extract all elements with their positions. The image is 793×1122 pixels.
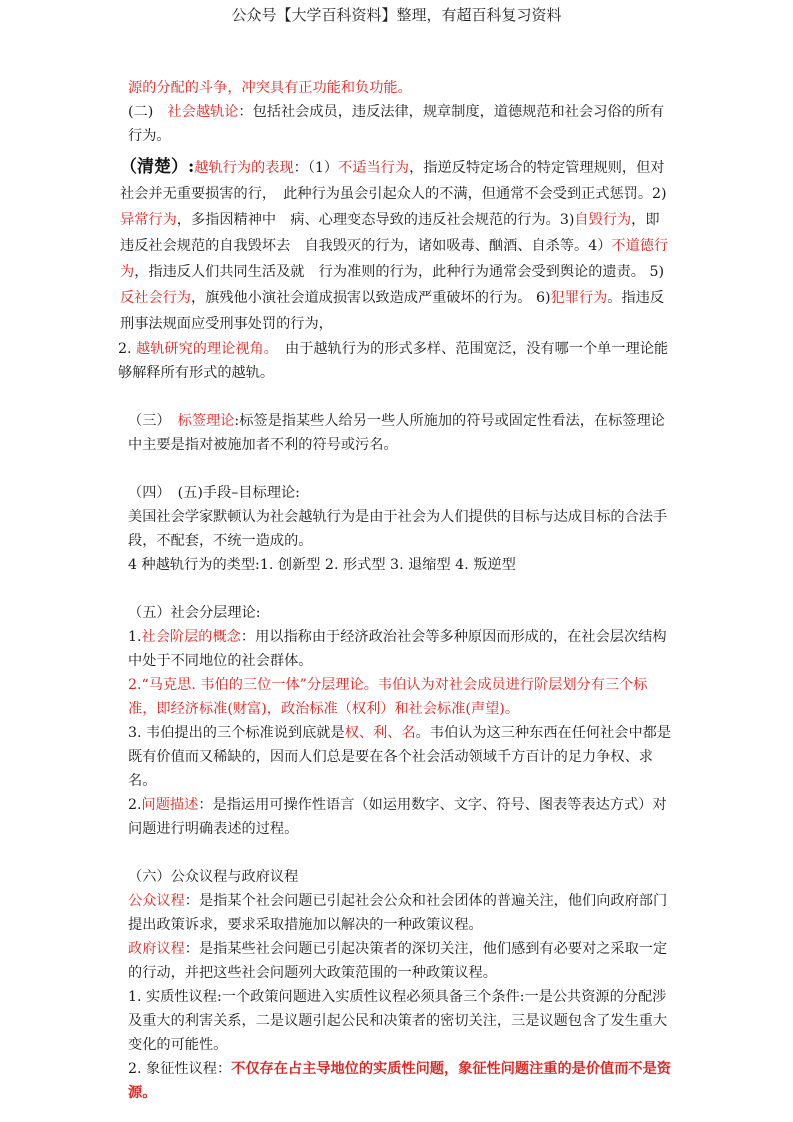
term-theoretical-perspective: 越轨研究的理论视角。 <box>136 341 271 357</box>
definition-text: ：包括社会成员，违反法律，规章制度，道德规范和社会习俗的所有行为。 <box>128 104 665 144</box>
paragraph-public-agenda <box>128 889 673 937</box>
heading-stratification-theory: （五）社会分层理论: <box>128 605 261 621</box>
text-fragment: ，指违反人们共同生活及就 行为准则的行为，此种行为通常会受到舆论的遗责。 5) <box>134 264 665 280</box>
text-fragment: ，即违反社会规范的自我毁坏去 自我毁灭的行为，诸如吸毒、酗酒、自杀等。4） <box>120 212 660 254</box>
section-number: (二) <box>128 104 168 120</box>
page-header: 公众号【大学百科资料】整理，有超百科复习资料 <box>231 6 562 24</box>
term-improper-behavior: 不适当行为 <box>338 160 410 176</box>
paragraph-deviance-types <box>120 154 673 337</box>
term-government-agenda: 政府议程 <box>128 941 185 957</box>
paragraph-social-class-concept <box>128 625 673 673</box>
heading-means-ends-theory: （四） (五)手段–目标理论: <box>128 485 300 501</box>
term-public-agenda: 公众议程 <box>128 893 185 909</box>
paragraph-symbolic-agenda <box>128 1057 673 1105</box>
paragraph-conflict-function: 源的分配的斗争，冲突具有正功能和负功能。 <box>128 80 412 96</box>
term-abnormal-behavior: 异常行为 <box>120 212 177 228</box>
paragraph-substantive-agenda: 1. 实质性议程:一个政策问题进入实质性议程必须具备三个条件:一是公共资源的分配涉及重大的利害关系，二是议题引起公民和决策者的密切关注，三是议题包含了发生重大变化的可能性。 <box>128 989 668 1053</box>
text-fragment: 。指违反刑事法规面应受刑事处罚的行为， <box>120 290 665 332</box>
paragraph-merton: 美国社会学家默顿认为社会越轨行为是由于社会为人们提供的目标与达成目标的合法手段，不配套，不统一造成的。 <box>128 509 668 549</box>
paragraph-labeling-theory <box>128 409 673 457</box>
term-antisocial-behavior: 反社会行为 <box>120 290 191 306</box>
term-social-class: 社会阶层的概念 <box>141 629 241 645</box>
text-fragment: 3. 韦伯提出的三个标准说到底就是 <box>128 725 345 741</box>
list-number: 2. <box>118 341 137 357</box>
text-fragment: :标签是指某些人给另一些人所施加的符号或固定性看法，在标签理论中主要是指对被施加者不利的符号或污名。 <box>128 413 665 453</box>
text-fragment: 由于越轨行为的形式多样、范围宽泛，没有哪一个单一理论能够解释所有形式的越轨。 <box>118 341 669 381</box>
text-fragment: 。韦伯认为这三种东西在任何社会中都是既有价值而又稀缺的，因而人们总是要在各个社会活动领域千方百计的足力争权、求名。 <box>128 725 672 789</box>
emphasis-label: （清楚）: <box>120 157 195 177</box>
term-labeling-theory: 标签理论 <box>177 413 235 429</box>
paragraph-weber-power-profit-fame <box>128 721 673 793</box>
text-fragment: ：用以指称由于经济政治社会等多种原因而形成的，在社会层次结构中处于不同地位的社会群体。 <box>128 629 667 669</box>
term-criminal-behavior: 犯罪行为 <box>550 290 608 306</box>
text-fragment: ，旗残他小演社会道成损害以致造成严重破坏的行为。 6) <box>190 290 551 306</box>
paragraph-weber-three-standards: 2.“马克思. 韦伯的三位一体”分层理论。韦伯认为对社会成员进行阶层划分有三个标准，即经济标准(财富)，政治标准（权利）和社会标准(声望)。 <box>128 677 648 717</box>
text-fragment: 2. 象征性议程： <box>128 1061 232 1077</box>
text-fragment: ：是指运用可操作性语言（如运用数字、文字、符号、图表等表达方式）对问题进行明确表述的过程。 <box>128 797 667 837</box>
term-deviance-manifestations: 越轨行为的表现 <box>194 160 294 176</box>
paragraph-theoretical-perspective <box>118 337 673 385</box>
term-deviance-theory: 社会越轨论 <box>167 104 239 120</box>
text-fragment: ：（1） <box>293 160 339 176</box>
paragraph-deviance-theory <box>128 100 673 148</box>
emphasis-symbolic-agenda: 不仅存在占主导地位的实质性问题，象征性问题注重的是价值而不是资源。 <box>128 1061 671 1101</box>
paragraph-problem-description <box>128 793 673 841</box>
text-fragment: ：是指某些社会问题已引起决策者的深切关注，他们感到有必要对之采取一定的行动，并把这些社会问题列大政策范围的一种政策议程。 <box>128 941 668 981</box>
paragraph-deviance-four-types: 4 种越轨行为的类型:1. 创新型 2. 形式型 3. 退缩型 4. 叛逆型 <box>128 557 516 573</box>
list-number: 1. <box>128 629 142 645</box>
section-number: （三） <box>128 413 178 429</box>
term-immoral-behavior: 不道德行为 <box>120 238 669 280</box>
term-power-profit-fame: 权、利、名 <box>344 725 416 741</box>
text-fragment: ，指逆反特定场合的特定管理规则，但对社会并无重要损害的行， 此种行为虽会引起众人的不满，但通常不会受到正式惩罚。2) <box>120 160 667 202</box>
document-body <box>118 76 673 1105</box>
text-fragment: ，多指因精神中 病、心理变态导致的违反社会规范的行为。3) <box>176 212 575 228</box>
heading-agenda: （六）公众议程与政府议程 <box>128 869 299 885</box>
text-fragment: ：是指某个社会问题已引起社会公众和社会团体的普遍关注，他们向政府部门提出政策诉求，要求采取措施加以解决的一种政策议程。 <box>128 893 668 933</box>
paragraph-government-agenda <box>128 937 673 985</box>
term-problem-description: 问题描述 <box>141 797 199 813</box>
list-number: 2. <box>128 797 142 813</box>
term-self-destructive-behavior: 自毁行为 <box>574 212 632 228</box>
